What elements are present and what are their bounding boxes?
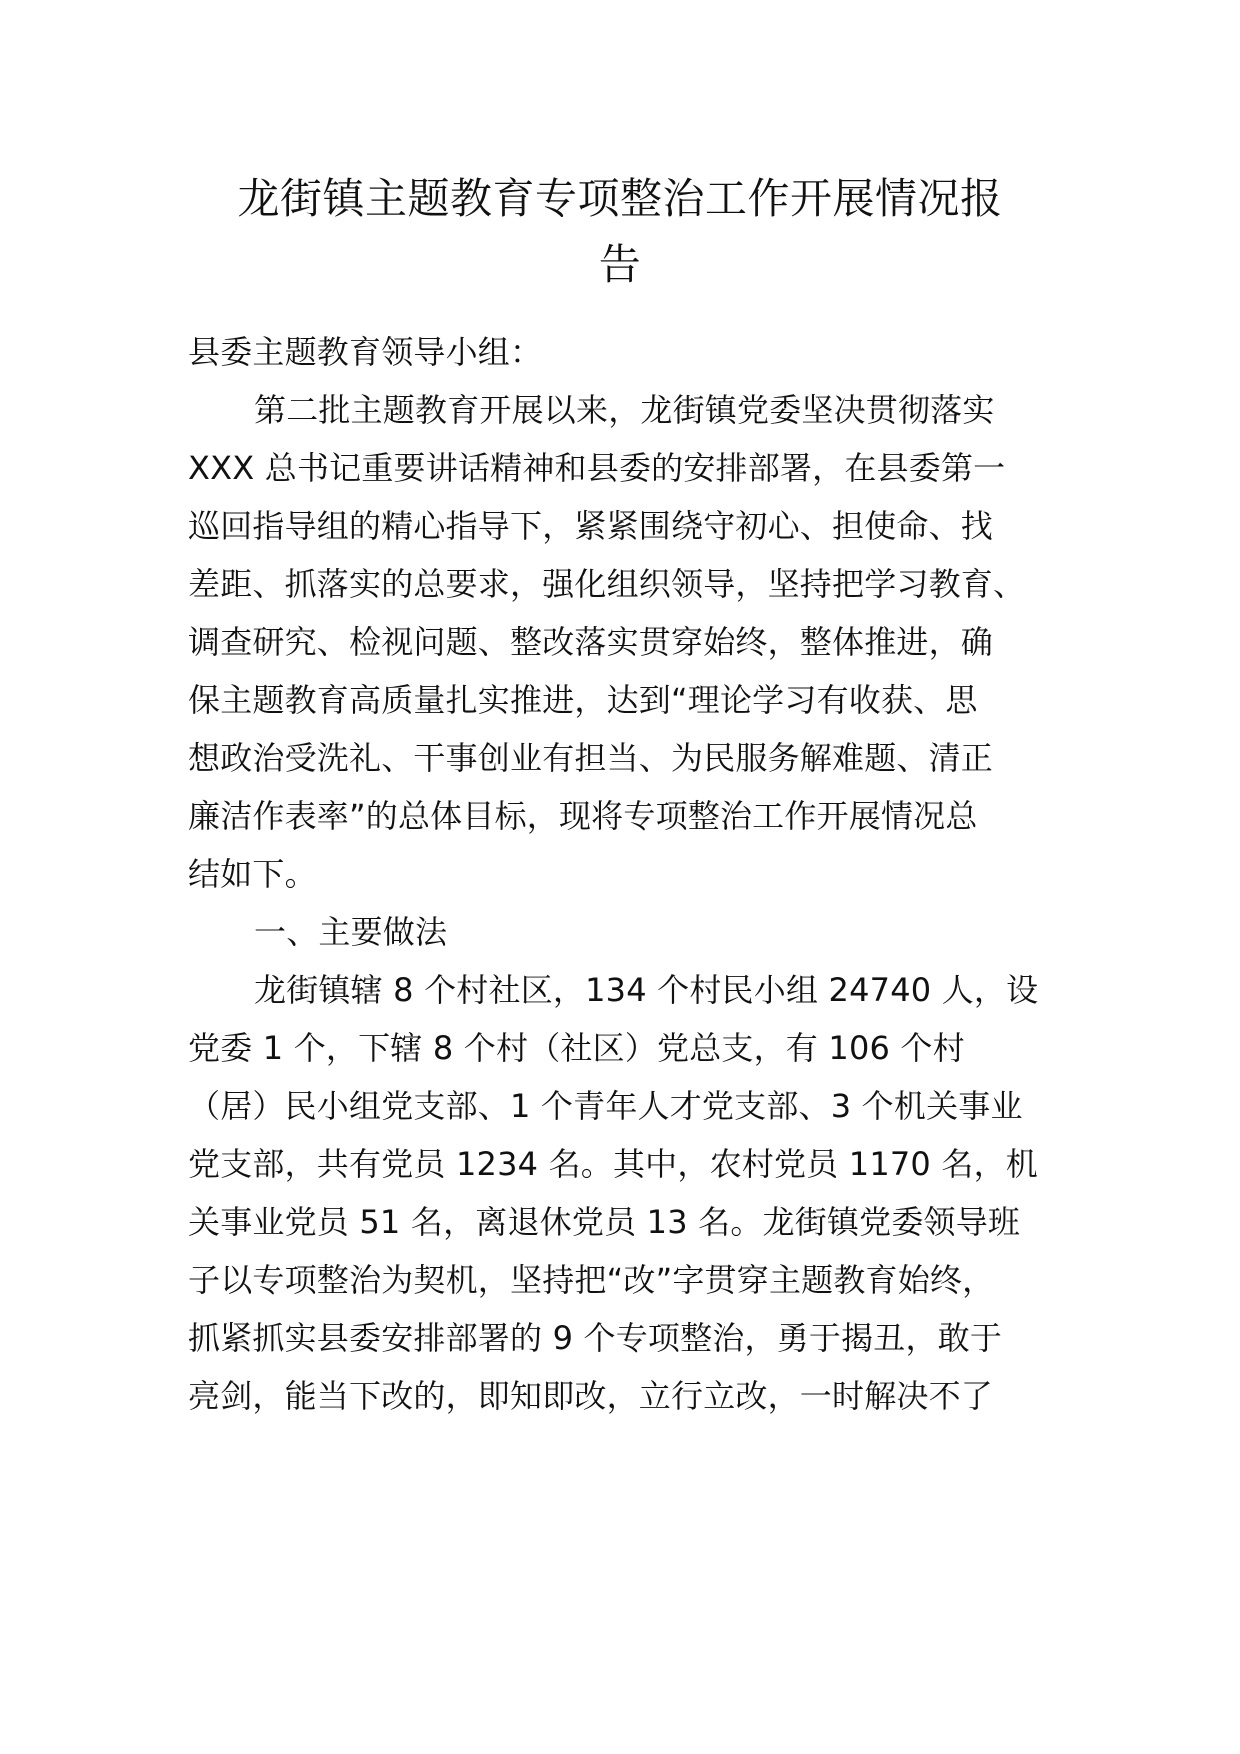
paragraph-2-line: 关事业党员 51 名，离退休党员 13 名。龙街镇党委领导班 [188, 1203, 1021, 1241]
document-title: 龙街镇主题教育专项整治工作开展情况报 [237, 174, 1003, 223]
paragraph-2-line: 龙街镇辖 8 个村社区，134 个村民小组 24740 人，设 [254, 971, 1039, 1009]
paragraph-1-line: 廉洁作表率”的总体目标，现将专项整治工作开展情况总 [188, 797, 978, 835]
paragraph-2-line: 亮剑，能当下改的，即知即改，立行立改，一时解决不了 [188, 1377, 994, 1415]
paragraph-1-line: XXX 总书记重要讲话精神和县委的安排部署，在县委第一 [188, 449, 1006, 487]
paragraph-1-line: 想政治受洗礼、干事创业有担当、为民服务解难题、清正 [188, 739, 994, 777]
paragraph-1-line: 调查研究、检视问题、整改落实贯穿始终，整体推进，确 [188, 623, 994, 661]
paragraph-2-line: 抓紧抓实县委安排部署的 9 个专项整治，勇于揭丑，敢于 [188, 1319, 1003, 1357]
paragraph-1-line: 保主题教育高质量扎实推进，达到“理论学习有收获、思 [188, 681, 978, 719]
paragraph-1-line: 差距、抓落实的总要求，强化组织领导，坚持把学习教育、 [188, 565, 1026, 603]
paragraph-2-line: 党支部，共有党员 1234 名。其中，农村党员 1170 名，机 [188, 1145, 1038, 1183]
paragraph-1-line: 第二批主题教育开展以来，龙街镇党委坚决贯彻落实 [254, 391, 995, 429]
salutation: 县委主题教育领导小组： [188, 333, 543, 371]
paragraph-2-line: （居）民小组党支部、1 个青年人才党支部、3 个机关事业 [188, 1087, 1023, 1125]
document-title-continued: 告 [598, 240, 642, 289]
paragraph-2-line: 子以专项整治为契机，坚持把“改”字贯穿主题教育始终， [188, 1261, 995, 1299]
paragraph-1-line: 巡回指导组的精心指导下，紧紧围绕守初心、担使命、找 [188, 507, 994, 545]
paragraph-1-line: 结如下。 [188, 855, 317, 893]
section-heading: 一、主要做法 [254, 913, 448, 951]
paragraph-2-line: 党委 1 个，下辖 8 个村（社区）党总支，有 106 个村 [188, 1029, 965, 1067]
